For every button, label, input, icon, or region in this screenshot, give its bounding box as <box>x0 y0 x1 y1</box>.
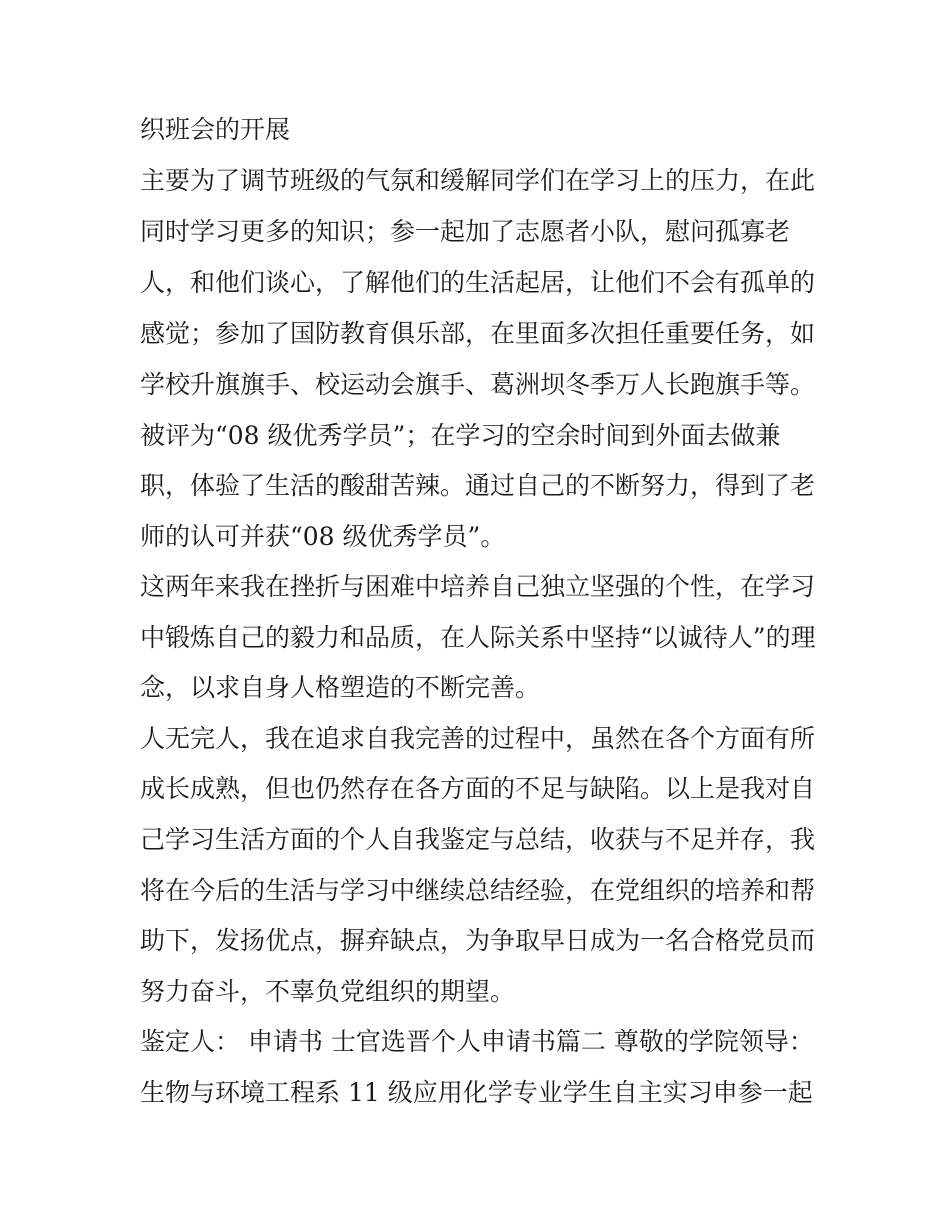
text-line: 学校升旗旗手、校运动会旗手、葛洲坝冬季万人长跑旗手等。 <box>140 370 816 399</box>
text-line: 将在今后的生活与学习中继续总结经验，在党组织的培养和帮 <box>140 876 816 905</box>
text-line: 职，体验了生活的酸甜苦辣。通过自己的不断努力，得到了老 <box>140 471 816 500</box>
text-line: 师的认可并获“08 级优秀学员”。 <box>140 522 506 551</box>
text-line: 织班会的开展 <box>140 115 291 144</box>
text-line: 主要为了调节班级的气氛和缓解同学们在学习上的压力，在此 <box>140 166 816 195</box>
text-line: 中锻炼自己的毅力和品质，在人际关系中坚持“以诚待人”的理 <box>140 623 816 652</box>
text-line: 感觉；参加了国防教育俱乐部，在里面多次担任重要任务，如 <box>140 319 816 348</box>
text-line: 助下，发扬优点，摒弃缺点，为争取早日成为一名合格党员而 <box>140 926 816 955</box>
text-line: 生物与环境工程系 11 级应用化学专业学生自主实习申参一起 <box>140 1078 813 1107</box>
text-line: 努力奋斗，不辜负党组织的期望。 <box>140 977 516 1006</box>
text-line: 人无完人，我在追求自我完善的过程中，虽然在各个方面有所 <box>140 724 816 753</box>
text-line: 被评为“08 级优秀学员”；在学习的空余时间到外面去做兼 <box>140 421 781 450</box>
text-line: 人，和他们谈心，了解他们的生活起居，让他们不会有孤单的 <box>140 268 816 297</box>
text-line: 同时学习更多的知识；参一起加了志愿者小队，慰问孤寡老 <box>140 217 791 246</box>
text-line: 念，以求自身人格塑造的不断完善。 <box>140 673 541 702</box>
text-line: 鉴定人： 申请书 士官选晋个人申请书篇二 尊敬的学院领导： <box>140 1027 814 1056</box>
text-line: 己学习生活方面的个人自我鉴定与总结，收获与不足并存，我 <box>140 825 816 854</box>
text-line: 成长成熟，但也仍然存在各方面的不足与缺陷。以上是我对自 <box>140 774 816 803</box>
text-line: 这两年来我在挫折与困难中培养自己独立坚强的个性，在学习 <box>140 572 816 601</box>
